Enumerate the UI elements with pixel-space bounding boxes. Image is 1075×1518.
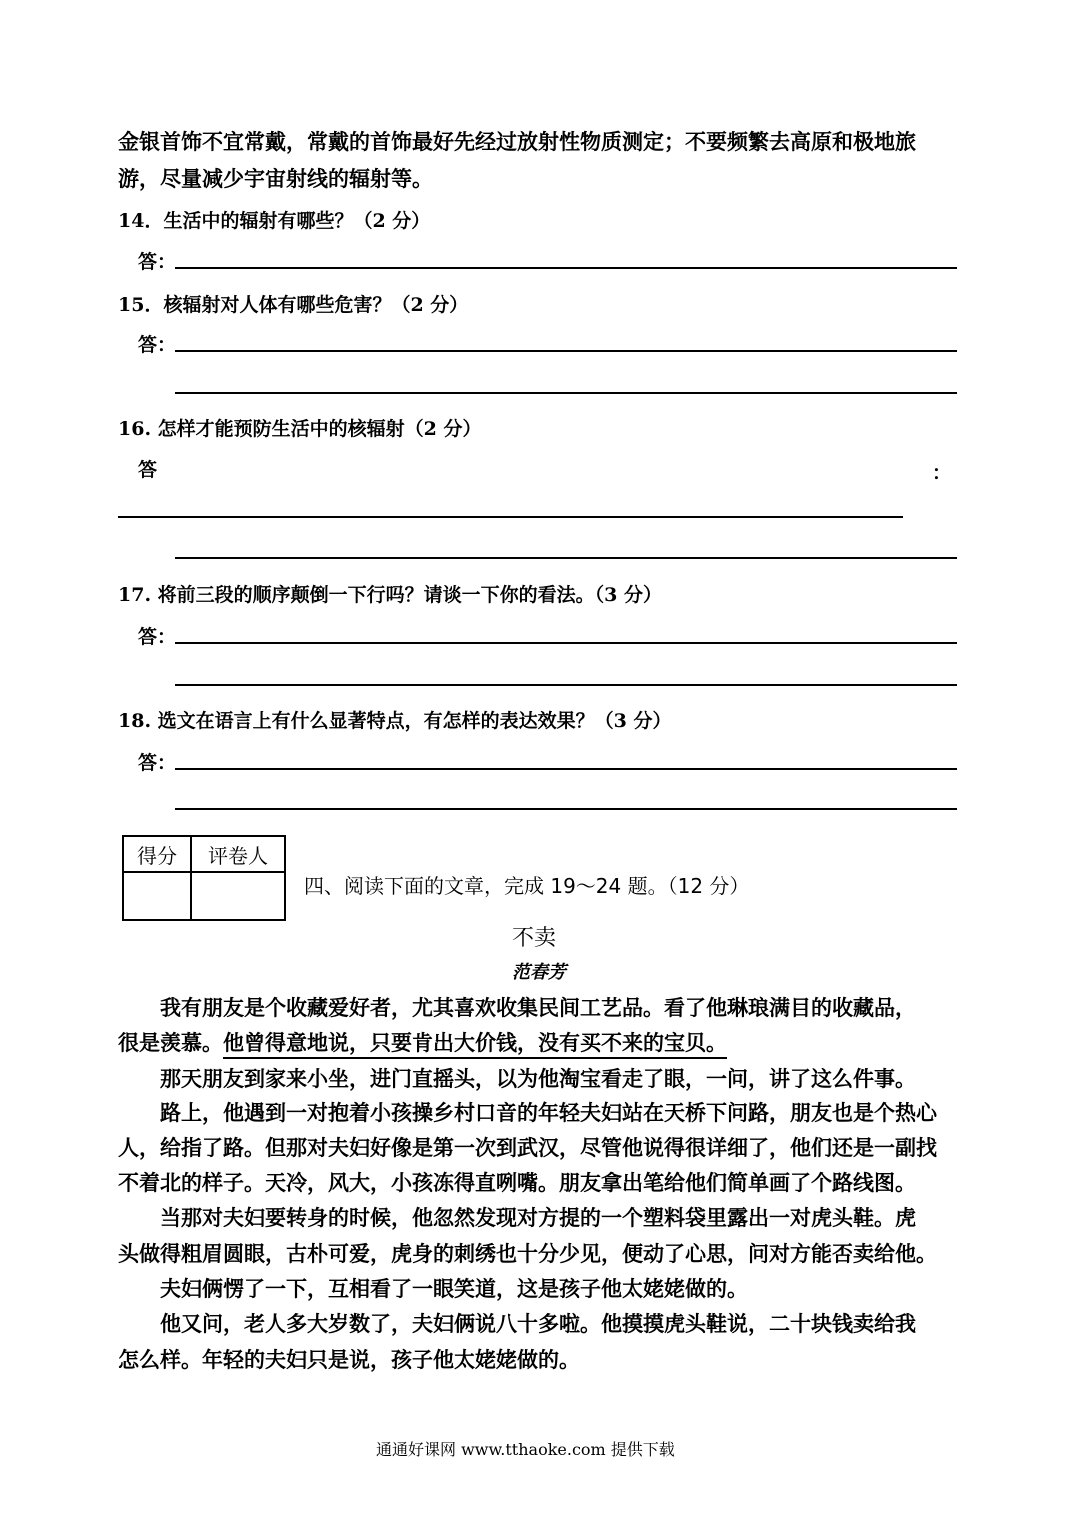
answer-label: 答： — [138, 752, 177, 774]
answer-line[interactable] — [175, 642, 957, 644]
answer-line[interactable] — [175, 768, 957, 770]
story-line: 他又问，老人多大岁数了，夫妇俩说八十多啦。他摸摸虎头鞋说，二十块钱卖给我 — [118, 1311, 916, 1336]
section-title: 四、阅读下面的文章，完成 19～24 题。（12 分） — [304, 874, 750, 898]
answer-line[interactable] — [175, 350, 957, 352]
answer-label-q16: 答 — [138, 459, 158, 481]
story-line: 夫妇俩愣了一下，互相看了一眼笑道，这是孩子他太姥姥做的。 — [118, 1276, 748, 1301]
intro-line-1: 金银首饰不宜常戴，常戴的首饰最好先经过放射性物质测定；不要频繁去高原和极地旅 — [118, 129, 916, 154]
question-18: 18. 选文在语言上有什么显著特点，有怎样的表达效果？（3 分） — [118, 710, 672, 732]
question-14: 14．生活中的辐射有哪些？（2 分） — [118, 210, 431, 232]
question-16: 16. 怎样才能预防生活中的核辐射（2 分） — [118, 418, 482, 440]
answer-label: 答： — [138, 251, 177, 273]
question-15: 15．核辐射对人体有哪些危害？（2 分） — [118, 294, 469, 316]
question-17: 17. 将前三段的顺序颠倒一下行吗？请谈一下你的看法。（3 分） — [118, 584, 663, 606]
answer-line[interactable] — [175, 267, 957, 269]
story-line: 我有朋友是个收藏爱好者，尤其喜欢收集民间工艺品。看了他琳琅满目的收藏品， — [118, 995, 916, 1020]
answer-label: 答： — [138, 334, 177, 356]
score-header: 得分 — [123, 836, 191, 872]
grader-header: 评卷人 — [191, 836, 285, 872]
story-title: 不卖 — [512, 926, 557, 951]
score-cell[interactable] — [123, 872, 191, 920]
story-line: 头做得粗眉圆眼，古朴可爱，虎身的刺绣也十分少见，便动了心思，问对方能否卖给他。 — [118, 1241, 937, 1266]
answer-line[interactable] — [118, 516, 903, 518]
answer-line[interactable] — [175, 684, 957, 686]
story-author: 范春芳 — [512, 962, 566, 983]
answer-label: 答： — [138, 626, 177, 648]
answer-colon: ： — [932, 462, 952, 484]
grader-cell[interactable] — [191, 872, 285, 920]
story-line: 那天朋友到家来小坐，进门直摇头，以为他淘宝看走了眼，一问，讲了这么件事。 — [118, 1066, 916, 1091]
answer-line[interactable] — [175, 808, 957, 810]
answer-line[interactable] — [175, 557, 957, 559]
story-line: 当那对夫妇要转身的时候，他忽然发现对方提的一个塑料袋里露出一对虎头鞋。虎 — [118, 1205, 916, 1230]
answer-line[interactable] — [175, 392, 957, 394]
story-line: 人，给指了路。但那对夫妇好像是第一次到武汉，尽管他说得很详细了，他们还是一副找 — [118, 1135, 937, 1160]
story-line: 很是羡慕。 — [118, 1030, 223, 1055]
footer: 通通好课网 www.tthaoke.com 提供下载 — [376, 1440, 675, 1459]
underlined-sentence: 他曾得意地说，只要肯出大价钱，没有买不来的宝贝。 — [223, 1030, 727, 1059]
story-line: 路上，他遇到一对抱着小孩操乡村口音的年轻夫妇站在天桥下问路，朋友也是个热心 — [118, 1100, 937, 1125]
story-line-with-underline — [118, 1027, 727, 1057]
intro-line-2: 游，尽量减少宇宙射线的辐射等。 — [118, 166, 433, 191]
score-table — [122, 835, 286, 921]
story-line: 怎么样。年轻的夫妇只是说，孩子他太姥姥做的。 — [118, 1347, 580, 1372]
story-line: 不着北的样子。天冷，风大，小孩冻得直咧嘴。朋友拿出笔给他们简单画了个路线图。 — [118, 1170, 916, 1195]
